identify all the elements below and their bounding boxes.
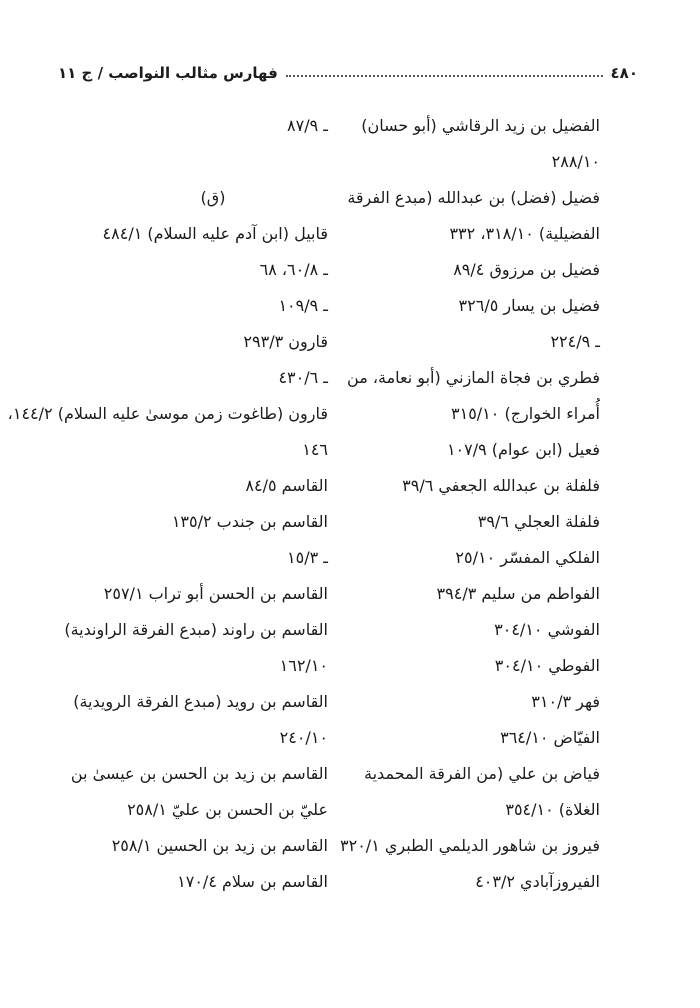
index-entry: القاسم بن سلام ١٧٠/٤ [177, 872, 328, 891]
index-entry: عليّ بن الحسن بن عليّ ٢٥٨/١ [127, 800, 328, 819]
index-entry: ١٤٦ [302, 440, 328, 459]
index-entry: الفضيلية) ٣١٨/١٠، ٣٣٢ [449, 224, 600, 243]
running-header [58, 60, 638, 86]
index-entry: فلفلة بن عبدالله الجعفي ٣٩/٦ [402, 476, 600, 495]
index-entry: ـ ١٥/٣ [287, 548, 328, 567]
index-entry: ـ ١٠٩/٩ [278, 296, 328, 315]
page-number: ٤٨٠ [610, 64, 638, 82]
index-entry: الفوطي ٣٠٤/١٠ [494, 656, 600, 675]
index-entry: قارون (طاغوت زمن موسىٰ عليه السلام) ١٤٤/٢، [7, 404, 328, 423]
index-entry: فضيل بن مرزوق ٨٩/٤ [453, 260, 600, 279]
index-entry: القاسم بن رويد (مبدع الفرقة الرويدية) [73, 692, 328, 711]
index-entry: ١٦٢/١٠ [279, 656, 328, 675]
index-entry: فيروز بن شاهور الديلمي الطبري ٣٢٠/١ [340, 836, 600, 855]
index-column-right [330, 108, 600, 900]
index-entry: الفوشي ٣٠٤/١٠ [494, 620, 600, 639]
index-entry: قارون ٢٩٣/٣ [243, 332, 328, 351]
index-entry: فضيل (فضل) بن عبدالله (مبدع الفرقة [347, 188, 600, 207]
index-column-left [7, 108, 328, 900]
index-entry: ـ ٦٠/٨، ٦٨ [259, 260, 328, 279]
index-entry: قابيل (ابن آدم عليه السلام) ٤٨٤/١ [102, 224, 328, 243]
leader-dots [286, 65, 603, 77]
index-entry: القاسم بن راوند (مبدع الفرقة الراوندية) [64, 620, 328, 639]
index-entry: ٢٤٠/١٠ [279, 728, 328, 747]
index-entry: القاسم بن جندب ١٣٥/٢ [171, 512, 328, 531]
index-entry: الفيروزآبادي ٤٠٣/٢ [475, 872, 600, 891]
index-entry: فهر ٣١٠/٣ [531, 692, 600, 711]
index-entry: ٢٨٨/١٠ [551, 152, 600, 171]
index-entry: أُمراء الخوارج) ٣١٥/١٠ [451, 404, 600, 423]
index-entry: الفضيل بن زيد الرقاشي (أبو حسان) [361, 116, 600, 135]
index-entry: الغلاة) ٣٥٤/١٠ [505, 800, 600, 819]
index-entry: الفواطم من سليم ٣٩٤/٣ [436, 584, 600, 603]
index-entry: ـ ٤٣٠/٦ [278, 368, 328, 387]
section-heading-qaf: (ق) [200, 188, 226, 207]
index-entry: الفلكي المفسّر ٢٥/١٠ [455, 548, 600, 567]
index-entry: فعيل (ابن عوام) ١٠٧/٩ [446, 440, 600, 459]
index-entry: القاسم بن زيد بن الحسن بن عيسىٰ بن [70, 764, 328, 783]
index-entry: ـ ٢٢٤/٩ [550, 332, 600, 351]
index-entry: فياض بن علي (من الفرقة المحمدية [364, 764, 600, 783]
index-entry: فضيل بن يسار ٣٢٦/٥ [458, 296, 600, 315]
index-entry: ـ ٨٧/٩ [287, 116, 328, 135]
index-entry: القاسم بن زيد بن الحسين ٢٥٨/١ [111, 836, 328, 855]
index-entry: فلفلة العجلي ٣٩/٦ [477, 512, 600, 531]
index-entry: القاسم ٨٤/٥ [245, 476, 328, 495]
running-title: فهارس مثالب النواصب / ج ١١ [58, 64, 278, 82]
index-entry: الفيّاض ٣٦٤/١٠ [500, 728, 600, 747]
index-entry: القاسم بن الحسن أبو تراب ٢٥٧/١ [103, 584, 328, 603]
index-entry: فطري بن فجاة المازني (أبو نعامة، من [347, 368, 600, 387]
